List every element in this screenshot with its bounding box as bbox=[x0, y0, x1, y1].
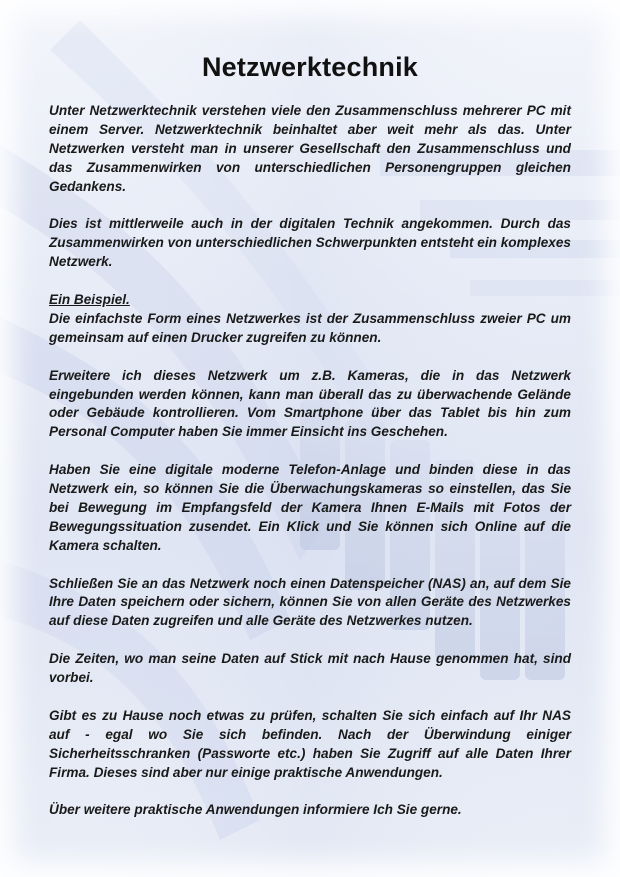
paragraph-intro: Unter Netzwerktechnik verstehen viele den Zusammenschluss mehrerer PC mit einem Server. Netzwerktechnik beinhaltet aber weit mehr als das. Unter Netzwerken versteht man in unserer Gesellschaft den Zusammenschluss und das Zusammenwirken von unterschiedlichen Personengruppen gleichen Gedankens. bbox=[49, 103, 571, 194]
paragraph-cameras: Erweitere ich dieses Netzwerk um z.B. Kameras, die in das Netzwerk eingebunden werden können, kann man überall das zu überwachende Gelände oder Gebäude kontrollieren. Vom Smartphone über das Tablet bis hin zum Personal Computer haben Sie immer Einsicht ins Geschehen. bbox=[49, 367, 571, 440]
paragraph-digital: Dies ist mittlerweile auch in der digitalen Technik angekommen. Durch das Zusammenwirken von unterschiedlichen Schwerpunkten entsteht ein komplexes Netzwerk. bbox=[49, 216, 571, 270]
example-heading: Ein Beispiel. bbox=[49, 292, 130, 308]
paragraph-remote: Gibt es zu Hause noch etwas zu prüfen, schalten Sie sich einfach auf Ihr NAS auf - egal wo Sie sich befinden. Nach der Überwindung einiger Sicherheitsschranken (Passworte etc.) haben Sie Zugriff auf alle Daten Ihrer Firma. Dieses sind aber nur einige praktische Anwendungen. bbox=[49, 707, 571, 780]
page-title: Netzwerktechnik bbox=[201, 52, 419, 82]
paragraph-nas: Schließen Sie an das Netzwerk noch einen Datenspeicher (NAS) an, auf dem Sie Ihre Daten speichern oder sichern, können Sie von allen Geräte des Netzwerkes auf diese Daten zugreifen und alle Geräte des Netzwerkes nutzen. bbox=[49, 575, 571, 629]
paragraph-example bbox=[49, 291, 571, 348]
paragraph-stick: Die Zeiten, wo man seine Daten auf Stick mit nach Hause genommen hat, sind vorbei. bbox=[49, 651, 571, 686]
paragraph-telephone: Haben Sie eine digitale moderne Telefon-Anlage und binden diese in das Netzwerk ein, so können Sie die Überwachungskameras so einstellen, das Sie bei Bewegung im Empfangsfeld der Kamera Ihnen E-Mails mit Fotos der Bewegungssituation zusendet. Ein Klick und Sie können sich Online auf die Kamera schalten. bbox=[49, 462, 571, 553]
paragraph-closing: Über weitere praktische Anwendungen informiere Ich Sie gerne. bbox=[49, 802, 462, 818]
example-text: Die einfachste Form eines Netzwerkes ist der Zusammenschluss zweier PC um gemeinsam auf einen Drucker zugreifen zu können. bbox=[49, 310, 571, 345]
document-body bbox=[49, 102, 571, 839]
